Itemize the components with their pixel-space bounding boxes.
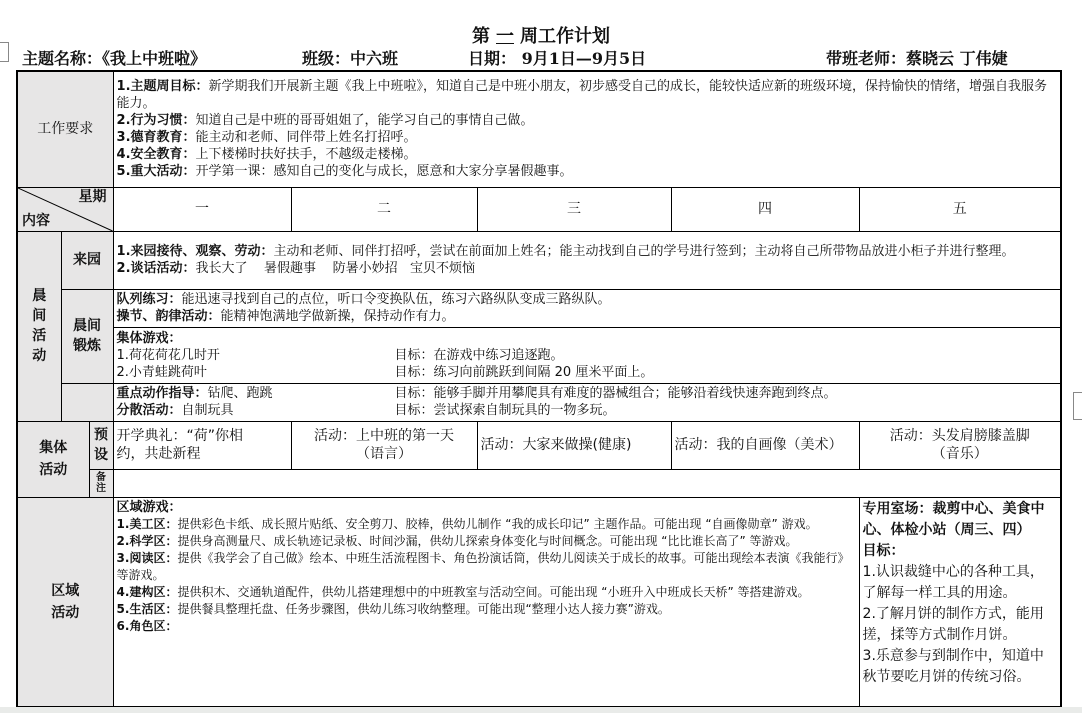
collective-games-content[interactable] (113, 327, 1061, 383)
work-requirements-content[interactable] (113, 71, 1061, 187)
activity-friday[interactable] (859, 421, 1061, 469)
week-label: 星期 (78, 188, 107, 205)
arrival-head-2: 2.谈话活动： (116, 261, 196, 276)
req-head-3: 3.德育教育： (116, 130, 196, 146)
title-suffix: 周工作计划 (520, 26, 610, 47)
group-activity-label: 集体活动 (17, 421, 89, 497)
area-head-3: 3.阅读区： (116, 550, 178, 565)
activity-notes[interactable] (113, 469, 1061, 497)
special-goal-1: 1.认识裁缝中心的各种工具，了解每一样工具的用途。 (862, 563, 1044, 601)
morning-activity-label: 晨间活动 (17, 231, 61, 421)
arrival-content[interactable] (113, 231, 1061, 289)
area-text-2: 提供身高测量尺、成长轨迹记录板、时间沙漏，供幼儿探索身体变化与时间概念。可能出现 “比比谁长高了” 等游戏。 (177, 533, 798, 548)
activity-wednesday-line1: 活动：大家来做操(健康) (480, 437, 632, 453)
req-head-2: 2.行为习惯： (116, 113, 196, 129)
game-goal-1: 目标：在游戏中练习追逐跑。 (394, 347, 564, 363)
morning-exercise-label: 晨间锻炼 (61, 289, 113, 383)
games-head: 集体游戏： (116, 330, 182, 346)
date-range: 日期： 9月1日—9月5日 (468, 49, 647, 68)
weekday-content-corner (17, 187, 113, 231)
req-head-5: 5.重大活动： (116, 164, 196, 180)
area-activity-label: 区域活动 (17, 497, 113, 707)
game-name-2: 2.小青蛙跳荷叶 (116, 364, 207, 380)
day-wednesday: 三 (477, 187, 671, 231)
activity-monday[interactable] (113, 421, 291, 469)
activity-tuesday[interactable] (291, 421, 477, 469)
day-friday: 五 (859, 187, 1061, 231)
req-text-5: 开学第一课：感知自己的变化与成长，愿意和大家分享暑假趣事。 (195, 164, 573, 180)
arrival-head-1: 1.来园接待、观察、劳动： (116, 244, 274, 259)
group-goal: 目标：尝试探索自制玩具的一物多玩。 (394, 403, 616, 418)
queue-head: 队列练习： (116, 292, 182, 307)
area-head-6: 6.角色区： (116, 618, 178, 633)
arrival-label: 来园 (61, 231, 113, 289)
special-goal-label: 目标： (862, 542, 905, 559)
day-thursday: 四 (671, 187, 859, 231)
area-text-3: 提供《我学会了自己做》绘本、中班生活流程图卡、角色扮演话筒，供幼儿阅读关于成长的故事。可能出现绘本表演《我能行》等游戏。 (116, 550, 850, 582)
activity-thursday-line1: 活动：我的自画像（美术） (674, 437, 843, 453)
special-room-head: 专用室场：裁剪中心、美食中心、体检小站（周三、四） (862, 500, 1045, 538)
focus-goal: 目标：能够手脚并用攀爬具有难度的器械组合；能够沿着线快速奔跑到终点。 (394, 386, 837, 401)
area-text-1: 提供彩色卡纸、成长照片贴纸、安全剪刀、胶棒，供幼儿制作 “我的成长印记” 主题作品。可能出现 “自画像勋章” 游戏。 (177, 516, 818, 531)
req-text-1: 新学期我们开展新主题《我上中班啦》，知道自己是中班小朋友，初步感受自己的成长，能较快适应新的班级环境，保持愉快的情绪，增强自我服务能力。 (116, 79, 1048, 112)
game-goal-2: 目标：练习向前跳跃到间隔 20 厘米平面上。 (394, 364, 654, 380)
area-head-4: 4.建构区： (116, 584, 178, 599)
gym-text: 能精神饱满地学做新操，保持动作有力。 (220, 309, 455, 324)
area-games-content[interactable] (113, 497, 859, 707)
special-goal-3: 3.乐意参与到制作中，知道中秋节要吃月饼的传统习俗。 (862, 647, 1044, 685)
row-marker-right[interactable] (1073, 392, 1082, 420)
activity-thursday[interactable] (671, 421, 859, 469)
activity-friday-line2: （音乐） (931, 446, 988, 462)
area-head-1: 1.美工区： (116, 516, 178, 531)
req-text-2: 知道自己是中班的哥哥姐姐了，能学习自己的事情自己做。 (195, 113, 534, 129)
day-tuesday: 二 (291, 187, 477, 231)
gym-head: 操节、韵律活动： (116, 309, 221, 324)
req-text-3: 能主动和老师、同伴带上姓名打招呼。 (195, 130, 417, 146)
req-head-4: 4.安全教育： (116, 147, 196, 163)
activity-monday-line2: 约，共赴新程 (116, 446, 201, 462)
plan-label: 预设 (89, 421, 113, 469)
focus-head: 重点动作指导： (116, 386, 208, 401)
area-text-4: 提供积木、交通轨道配件，供幼儿搭建理想中的中班教室与活动空间。可能出现 “小班升入中班成长天桥” 等搭建游戏。 (177, 584, 810, 599)
special-room-content[interactable] (859, 497, 1061, 707)
activity-monday-line1: 开学典礼：“荷”你相 (116, 428, 244, 444)
title-prefix: 第 (472, 26, 490, 47)
req-head-1: 1.主题周目标： (116, 79, 209, 95)
focus-group-content[interactable] (113, 383, 1061, 421)
teachers: 带班老师：蔡晓云 丁伟婕 (826, 49, 1008, 68)
focus-text: 钻爬、跑跳 (207, 386, 273, 401)
title-week-number: 一 (496, 26, 514, 47)
exercise-basic-content[interactable] (113, 289, 1061, 327)
page-title (0, 22, 1082, 48)
arrival-text-2: 我长大了 暑假趣事 防暑小妙招 宝贝不烦恼 (195, 261, 475, 276)
theme-name: 主题名称：《我上中班啦》 (22, 49, 207, 68)
arrival-text-1: 主动和老师、同伴打招呼，尝试在前面加上姓名；能主动找到自己的学号进行签到；主动将自己所带物品放进小柜子并进行整理。 (273, 244, 1015, 259)
req-text-4: 上下楼梯时扶好扶手，不越级走楼梯。 (195, 147, 417, 163)
horizontal-scrollbar[interactable] (0, 707, 1082, 713)
activity-tuesday-line2: （语言） (356, 446, 413, 462)
area-head-5: 5.生活区： (116, 601, 178, 616)
activity-tuesday-line1: 活动：上中班的第一天 (314, 428, 455, 444)
area-text-5: 提供餐具整理托盘、任务步骤图，供幼儿练习收纳整理。可能出现“整理小达人接力赛”游戏。 (177, 601, 670, 616)
class-name: 班级：中六班 (302, 49, 399, 68)
group-text: 自制玩具 (181, 403, 234, 418)
content-label: 内容 (22, 212, 50, 229)
weekly-plan-table (16, 70, 1062, 708)
special-goal-2: 2.了解月饼的制作方式，能用搓，揉等方式制作月饼。 (862, 605, 1044, 643)
area-head: 区域游戏： (116, 499, 182, 515)
game-name-1: 1.荷花荷花几时开 (116, 347, 220, 363)
note-label: 备注 (89, 469, 113, 497)
activity-friday-line1: 活动：头发肩膀膝盖脚 (889, 428, 1030, 444)
group-head: 分散活动： (116, 403, 182, 418)
day-monday: 一 (113, 187, 291, 231)
area-head-2: 2.科学区： (116, 533, 178, 548)
work-requirements-label: 工作要求 (17, 71, 113, 187)
exercise-focus-spacer (61, 383, 113, 421)
activity-wednesday[interactable] (477, 421, 671, 469)
queue-text: 能迅速寻找到自己的点位，听口令变换队伍，练习六路纵队变成三路纵队。 (181, 292, 611, 307)
